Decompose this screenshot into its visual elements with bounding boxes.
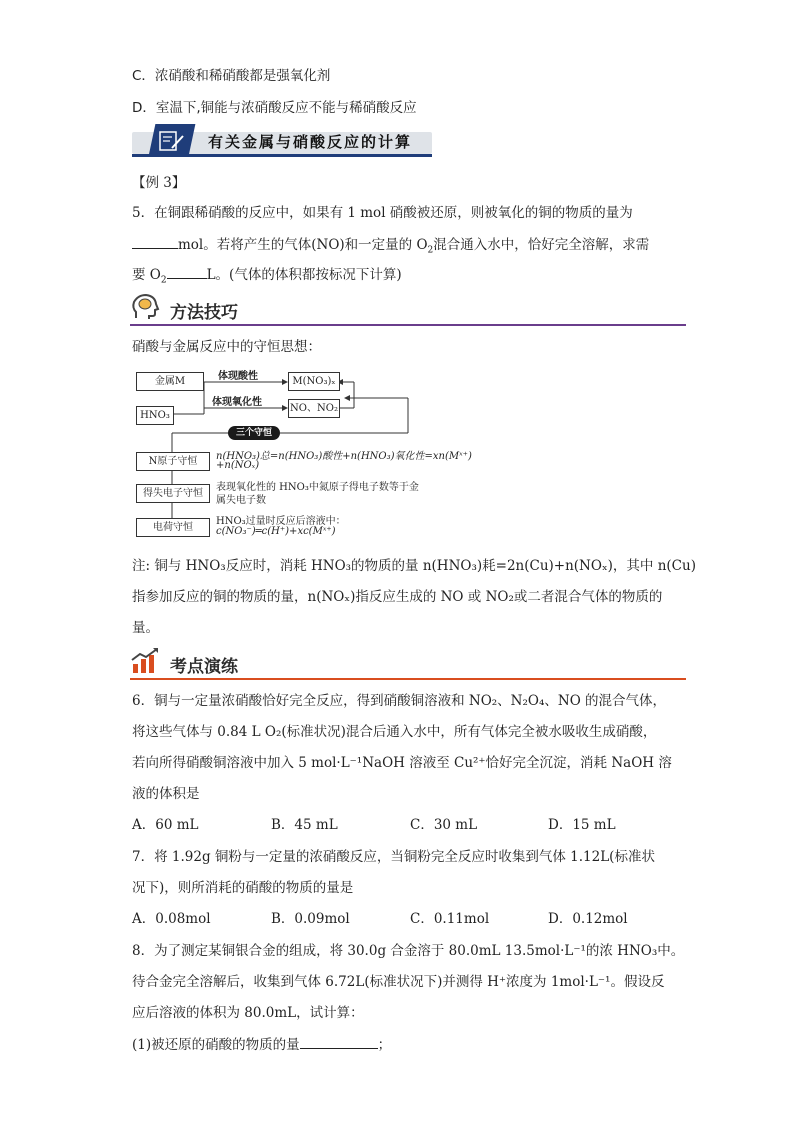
n-atom-eq1: n(HNO₃)总=n(HNO₃)酸性+n(HNO₃)氧化性=xn(Mˣ⁺) [216,451,472,462]
q7-line2: 况下)，则所消耗的硝酸的物质的量是 [132,880,354,896]
q5-line2: mol。若将产生的气体(NO)和一定量的 $O_2$混合通入水中，恰好完全溶解，求需 [132,234,649,255]
brain-icon [130,292,160,322]
q6-option-c[interactable]: C．30 mL [410,817,478,833]
hno3-box: HNO₃ [136,406,174,425]
option-c: C．浓硝酸和稀硝酸都是强氧化剂 [132,68,331,84]
note-line1: 注: 铜与 HNO₃反应时，消耗 HNO₃的物质的量 n(HNO₃)耗=2n(Cu)+n(NOₓ)，其中 n(Cu) [132,558,696,574]
electron-text1: 表现氧化性的 HNO₃中氮原子得电子数等于金 [216,482,419,493]
electron-text2: 属失电子数 [216,495,266,506]
banner-title: 有关金属与硝酸反应的计算 [208,133,413,151]
q7-option-b[interactable]: B．0.09mol [271,911,350,927]
acidity-label: 体现酸性 [218,371,258,382]
q7-option-a[interactable]: A．0.08mol [132,911,211,927]
charge-box: 电荷守恒 [136,518,210,537]
topic-banner [132,124,432,158]
q8-line3: 应后溶液的体积为 80.0mL，试计算： [132,1005,364,1021]
answer-blank[interactable] [167,264,207,279]
metal-box: 金属M [136,372,204,391]
method-divider [130,324,686,326]
answer-blank[interactable] [300,1034,378,1049]
q5-line3: 要 $O_2$ L。(气体的体积都按标况下计算) [132,264,402,285]
q6-option-a[interactable]: A．60 mL [132,817,199,833]
q8-sub1: (1)被还原的硝酸的物质的量 ； [132,1034,391,1055]
q6-line3: 若向所得硝酸铜溶液中加入 5 mol·L⁻¹NaOH 溶液至 Cu²⁺恰好完全沉淀，消耗 NaOH 溶 [132,755,672,771]
method-intro: 硝酸与金属反应中的守恒思想： [132,339,321,355]
pencil-glyph-icon [158,130,186,152]
note-line3: 量。 [132,620,159,636]
q5-line1: 5．在铜跟稀硝酸的反应中，如果有 1 mol 硝酸被还原，则被氧化的铜的物质的量为 [132,205,633,221]
chart-icon [130,646,160,676]
salt-box: M(NO₃)ₓ [288,372,340,391]
q8-line1: 8．为了测定某铜银合金的组成，将 30.0g 合金溶于 80.0mL 13.5mol·L⁻¹的浓 HNO₃中。 [132,943,685,959]
q6-option-b[interactable]: B．45 mL [271,817,338,833]
q6-option-d[interactable]: D．15 mL [548,817,616,833]
q7-option-c[interactable]: C．0.11mol [410,911,490,927]
example-label: 【例 3】 [132,175,186,191]
q8-line2: 待合金完全溶解后，收集到气体 6.72L(标准状况下)并测得 H⁺浓度为 1mol·L⁻¹。假设反 [132,974,665,990]
practice-divider [130,678,686,680]
conservation-diagram [132,366,472,544]
method-section-header [130,292,686,326]
oxidizing-label: 体现氧化性 [212,397,262,408]
practice-title: 考点演练 [170,657,238,677]
n-atom-eq2: +n(NOₓ) [216,460,260,471]
q6-line2: 将这些气体与 0.84 L O₂(标准状况)混合后通入水中，所有气体完全被水吸收生成硝酸， [132,724,657,740]
charge-text1: HNO₃过量时反应后溶液中： [216,516,346,527]
electron-box: 得失电子守恒 [136,484,210,503]
three-conservations-pill: 三个守恒 [228,426,280,440]
answer-blank[interactable] [132,234,178,249]
method-title: 方法技巧 [170,303,238,323]
gases-box: NO、NO₂ [288,399,340,418]
q6-line1: 6．铜与一定量浓硝酸恰好完全反应，得到硝酸铜溶液和 NO₂、N₂O₄、NO 的混合气体， [132,693,667,709]
option-d: D．室温下,铜能与浓硝酸反应不能与稀硝酸反应 [132,100,417,116]
q7-line1: 7．将 1.92g 铜粉与一定量的浓硝酸反应，当铜粉完全反应时收集到气体 1.12L(标准状 [132,849,655,865]
practice-section-header [130,646,686,680]
q7-option-d[interactable]: D．0.12mol [548,911,628,927]
charge-text2: c(NO₃⁻)═c(H⁺)+xc(Mˣ⁺) [216,526,336,537]
note-line2: 指参加反应的铜的物质的量，n(NOₓ)指反应生成的 NO 或 NO₂或二者混合气体的物质的 [132,589,663,605]
q6-line4: 液的体积是 [132,786,200,802]
n-atom-box: N原子守恒 [136,452,210,471]
